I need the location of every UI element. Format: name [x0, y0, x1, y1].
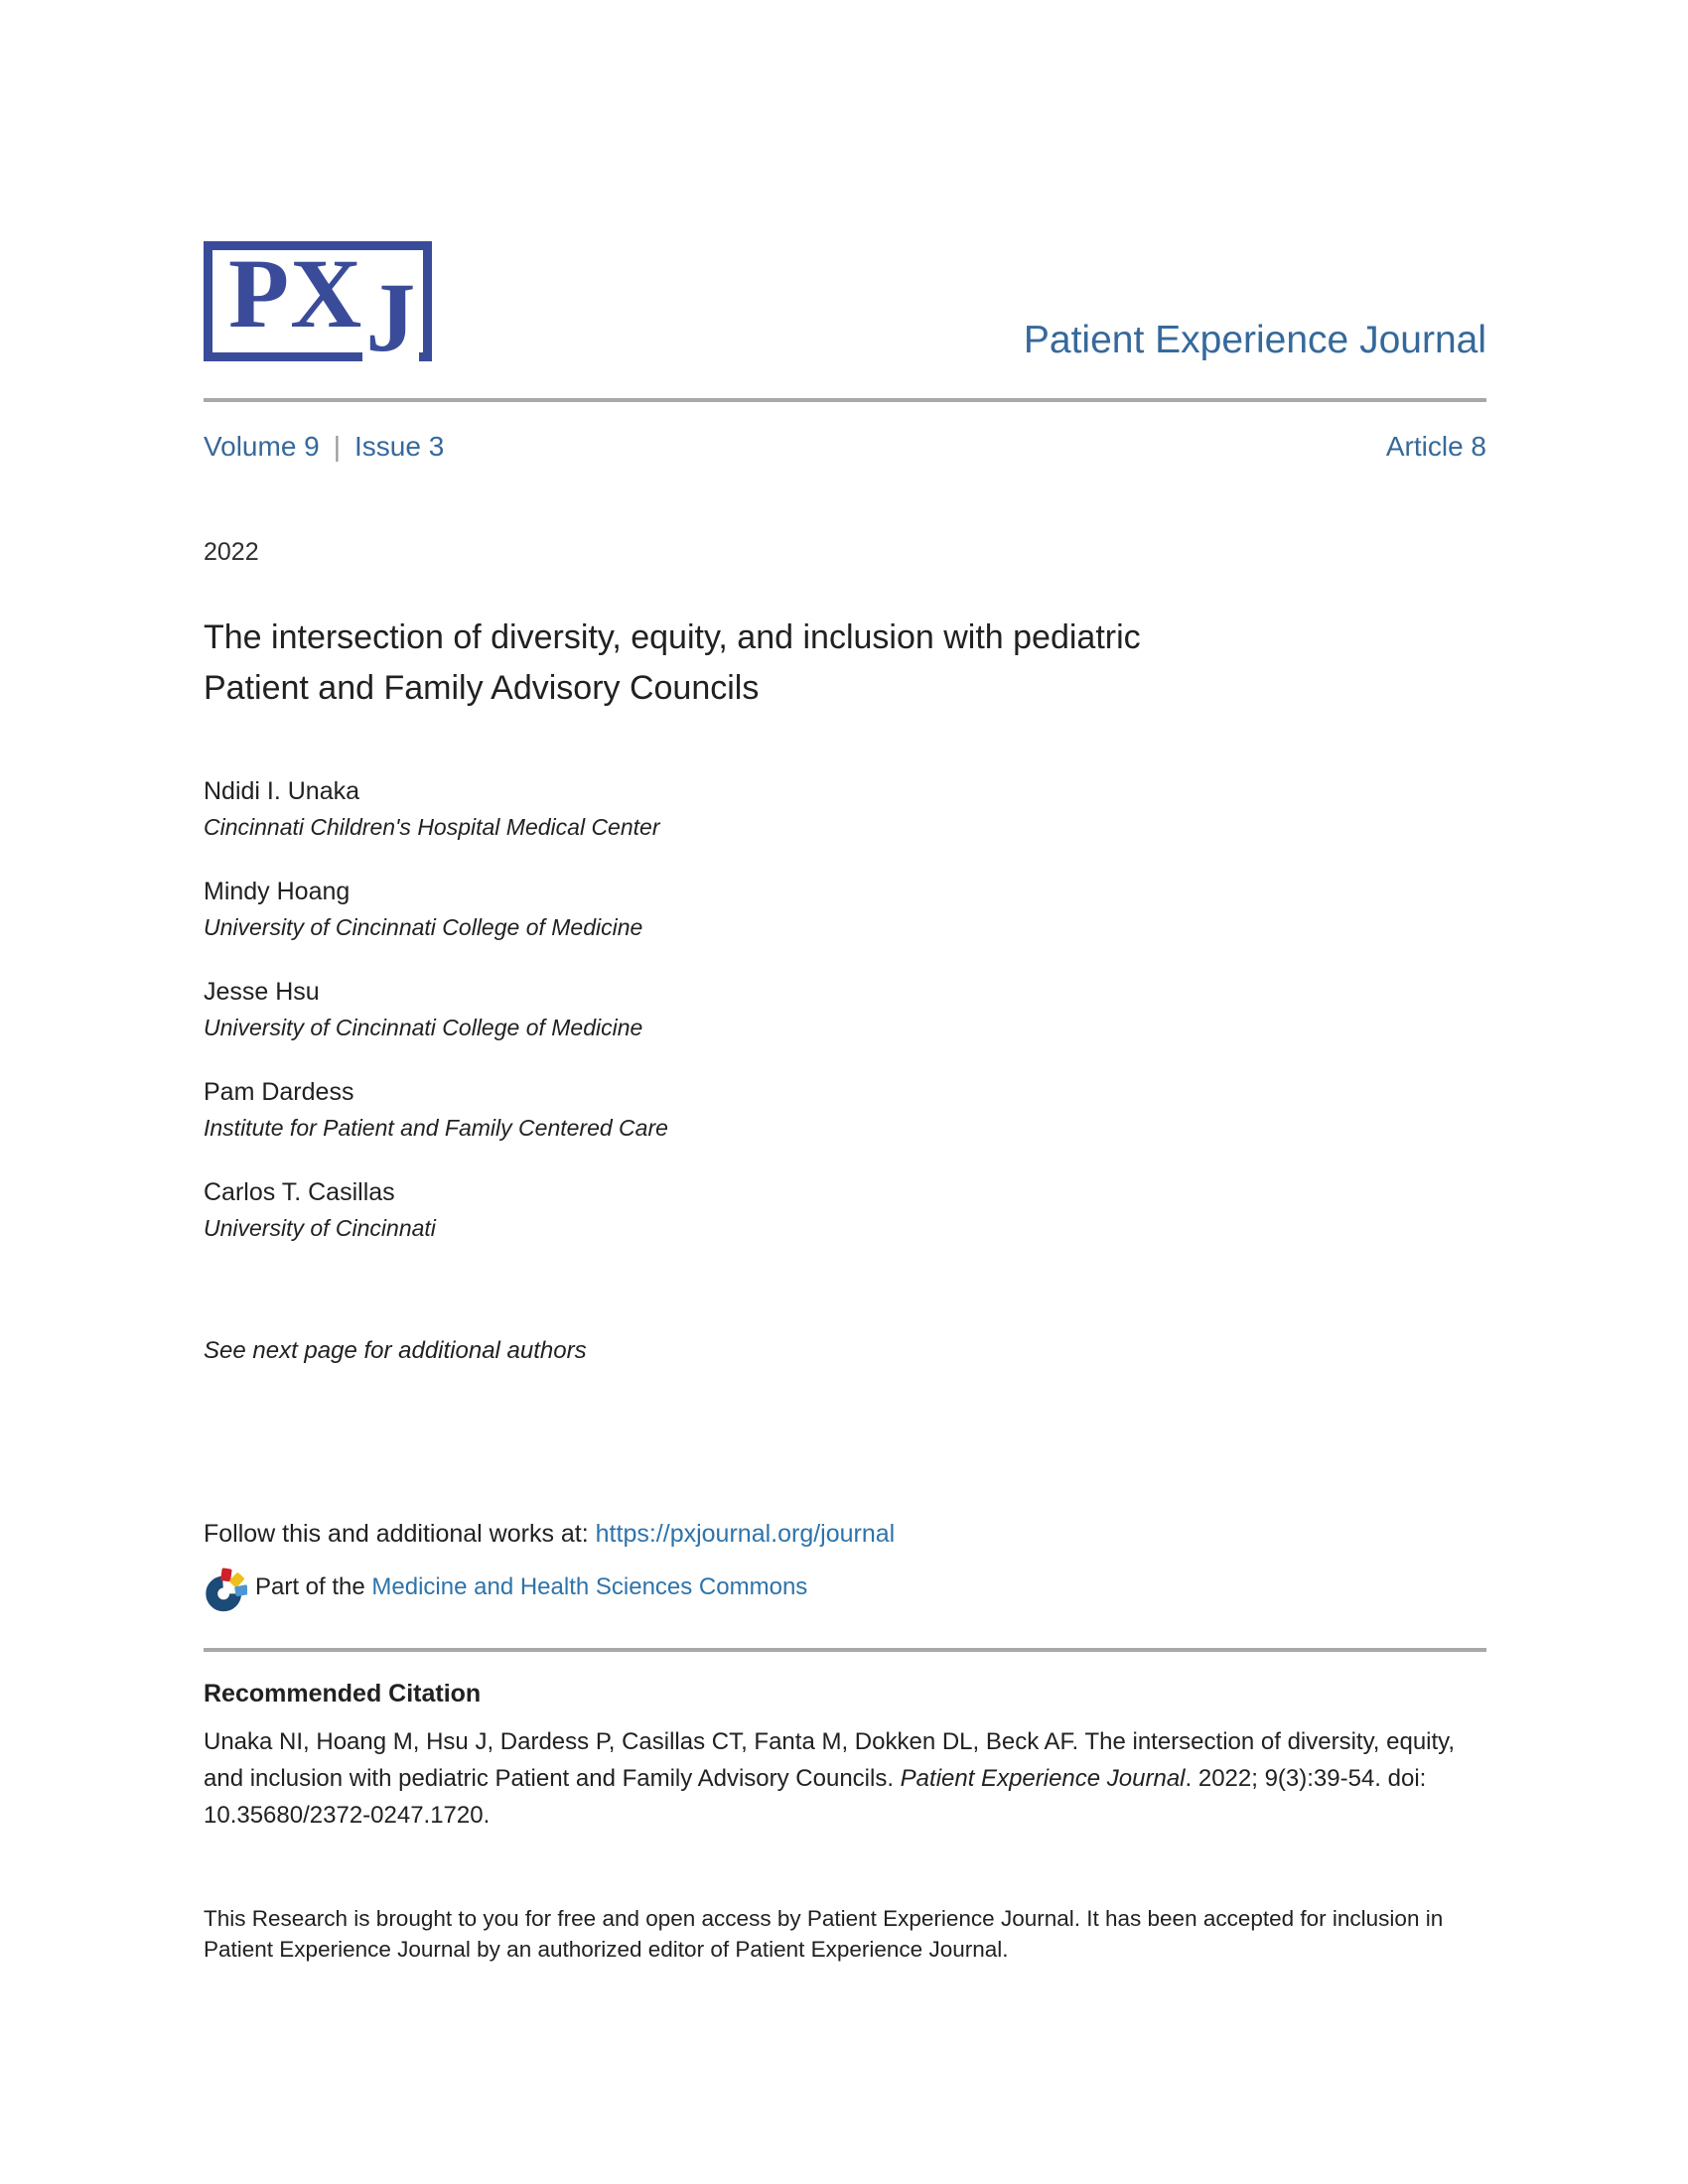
author-affiliation: University of Cincinnati College of Medicine [204, 914, 643, 940]
follow-works-label: Follow this and additional works at: [204, 1520, 596, 1548]
additional-authors-note: See next page for additional authors [204, 1337, 587, 1364]
author-affiliation: University of Cincinnati [204, 1215, 436, 1241]
recommended-citation-heading: Recommended Citation [204, 1680, 482, 1707]
author-name: Ndidi I. Unaka [204, 777, 360, 805]
citation-journal-name: Patient Experience Journal [900, 1765, 1186, 1792]
author-entry [204, 974, 1486, 1044]
publication-year: 2022 [204, 538, 259, 566]
author-entry [204, 874, 1486, 944]
author-name: Carlos T. Casillas [204, 1178, 395, 1206]
article-number: Article 8 [1385, 431, 1486, 462]
author-affiliation: University of Cincinnati College of Medicine [204, 1015, 643, 1040]
pxj-logo-j: J [362, 260, 419, 374]
commons-line [204, 1563, 1486, 1612]
citation-part1: Unaka NI, Hoang M, Hsu J, Dardess P, Casillas CT, Fanta M, Dokken DL, Beck AF. The intersection of diversity, equity, and inclusion with pediatric Patient and Family Advisory Councils. [204, 1728, 1456, 1792]
author-name: Mindy Hoang [204, 878, 351, 905]
author-entry [204, 1074, 1486, 1145]
volume-label: Volume 9 [204, 431, 320, 462]
pxj-logo [204, 238, 432, 372]
author-entry [204, 773, 1486, 844]
digital-commons-icon [204, 1563, 247, 1612]
access-statement: This Research is brought to you for free and open access by Patient Experience Journal. It has been accepted for inclusion in Patient Experience Journal by an authorized editor of Patient Experience Journal. [204, 1906, 1444, 1962]
article-title [204, 613, 1486, 714]
author-affiliation: Cincinnati Children's Hospital Medical Center [204, 814, 660, 840]
pxj-logo-text [228, 236, 419, 372]
part-of-label: Part of the [255, 1573, 372, 1600]
commons-line-text [255, 1573, 807, 1601]
divider-bottom [204, 1648, 1486, 1652]
follow-works-line [204, 1520, 1486, 1549]
journal-title: Patient Experience Journal [1023, 319, 1486, 361]
header [204, 238, 1486, 372]
citation-part2: . 2022; 9(3):39-54. doi: 10.35680/2372-0247.1720. [204, 1765, 1427, 1829]
page-content [204, 0, 1486, 1965]
author-affiliation: Institute for Patient and Family Centered Care [204, 1115, 668, 1141]
article-title-line2: Patient and Family Advisory Councils [204, 669, 760, 707]
divider-top [204, 398, 1486, 402]
pxj-logo-px: PX [228, 238, 363, 348]
article-title-line1: The intersection of diversity, equity, and inclusion with pediatric [204, 618, 1141, 656]
author-name: Pam Dardess [204, 1078, 354, 1106]
issue-label: Issue 3 [354, 431, 445, 462]
recommended-citation-text [204, 1723, 1486, 1834]
author-list [204, 773, 1486, 1245]
author-entry [204, 1174, 1486, 1245]
issue-info-row [204, 431, 1486, 463]
volume-issue [204, 431, 444, 463]
commons-link[interactable]: Medicine and Health Sciences Commons [371, 1573, 808, 1600]
repository-link[interactable]: https://pxjournal.org/journal [595, 1520, 896, 1548]
volume-issue-separator: | [333, 431, 342, 462]
author-name: Jesse Hsu [204, 978, 320, 1006]
